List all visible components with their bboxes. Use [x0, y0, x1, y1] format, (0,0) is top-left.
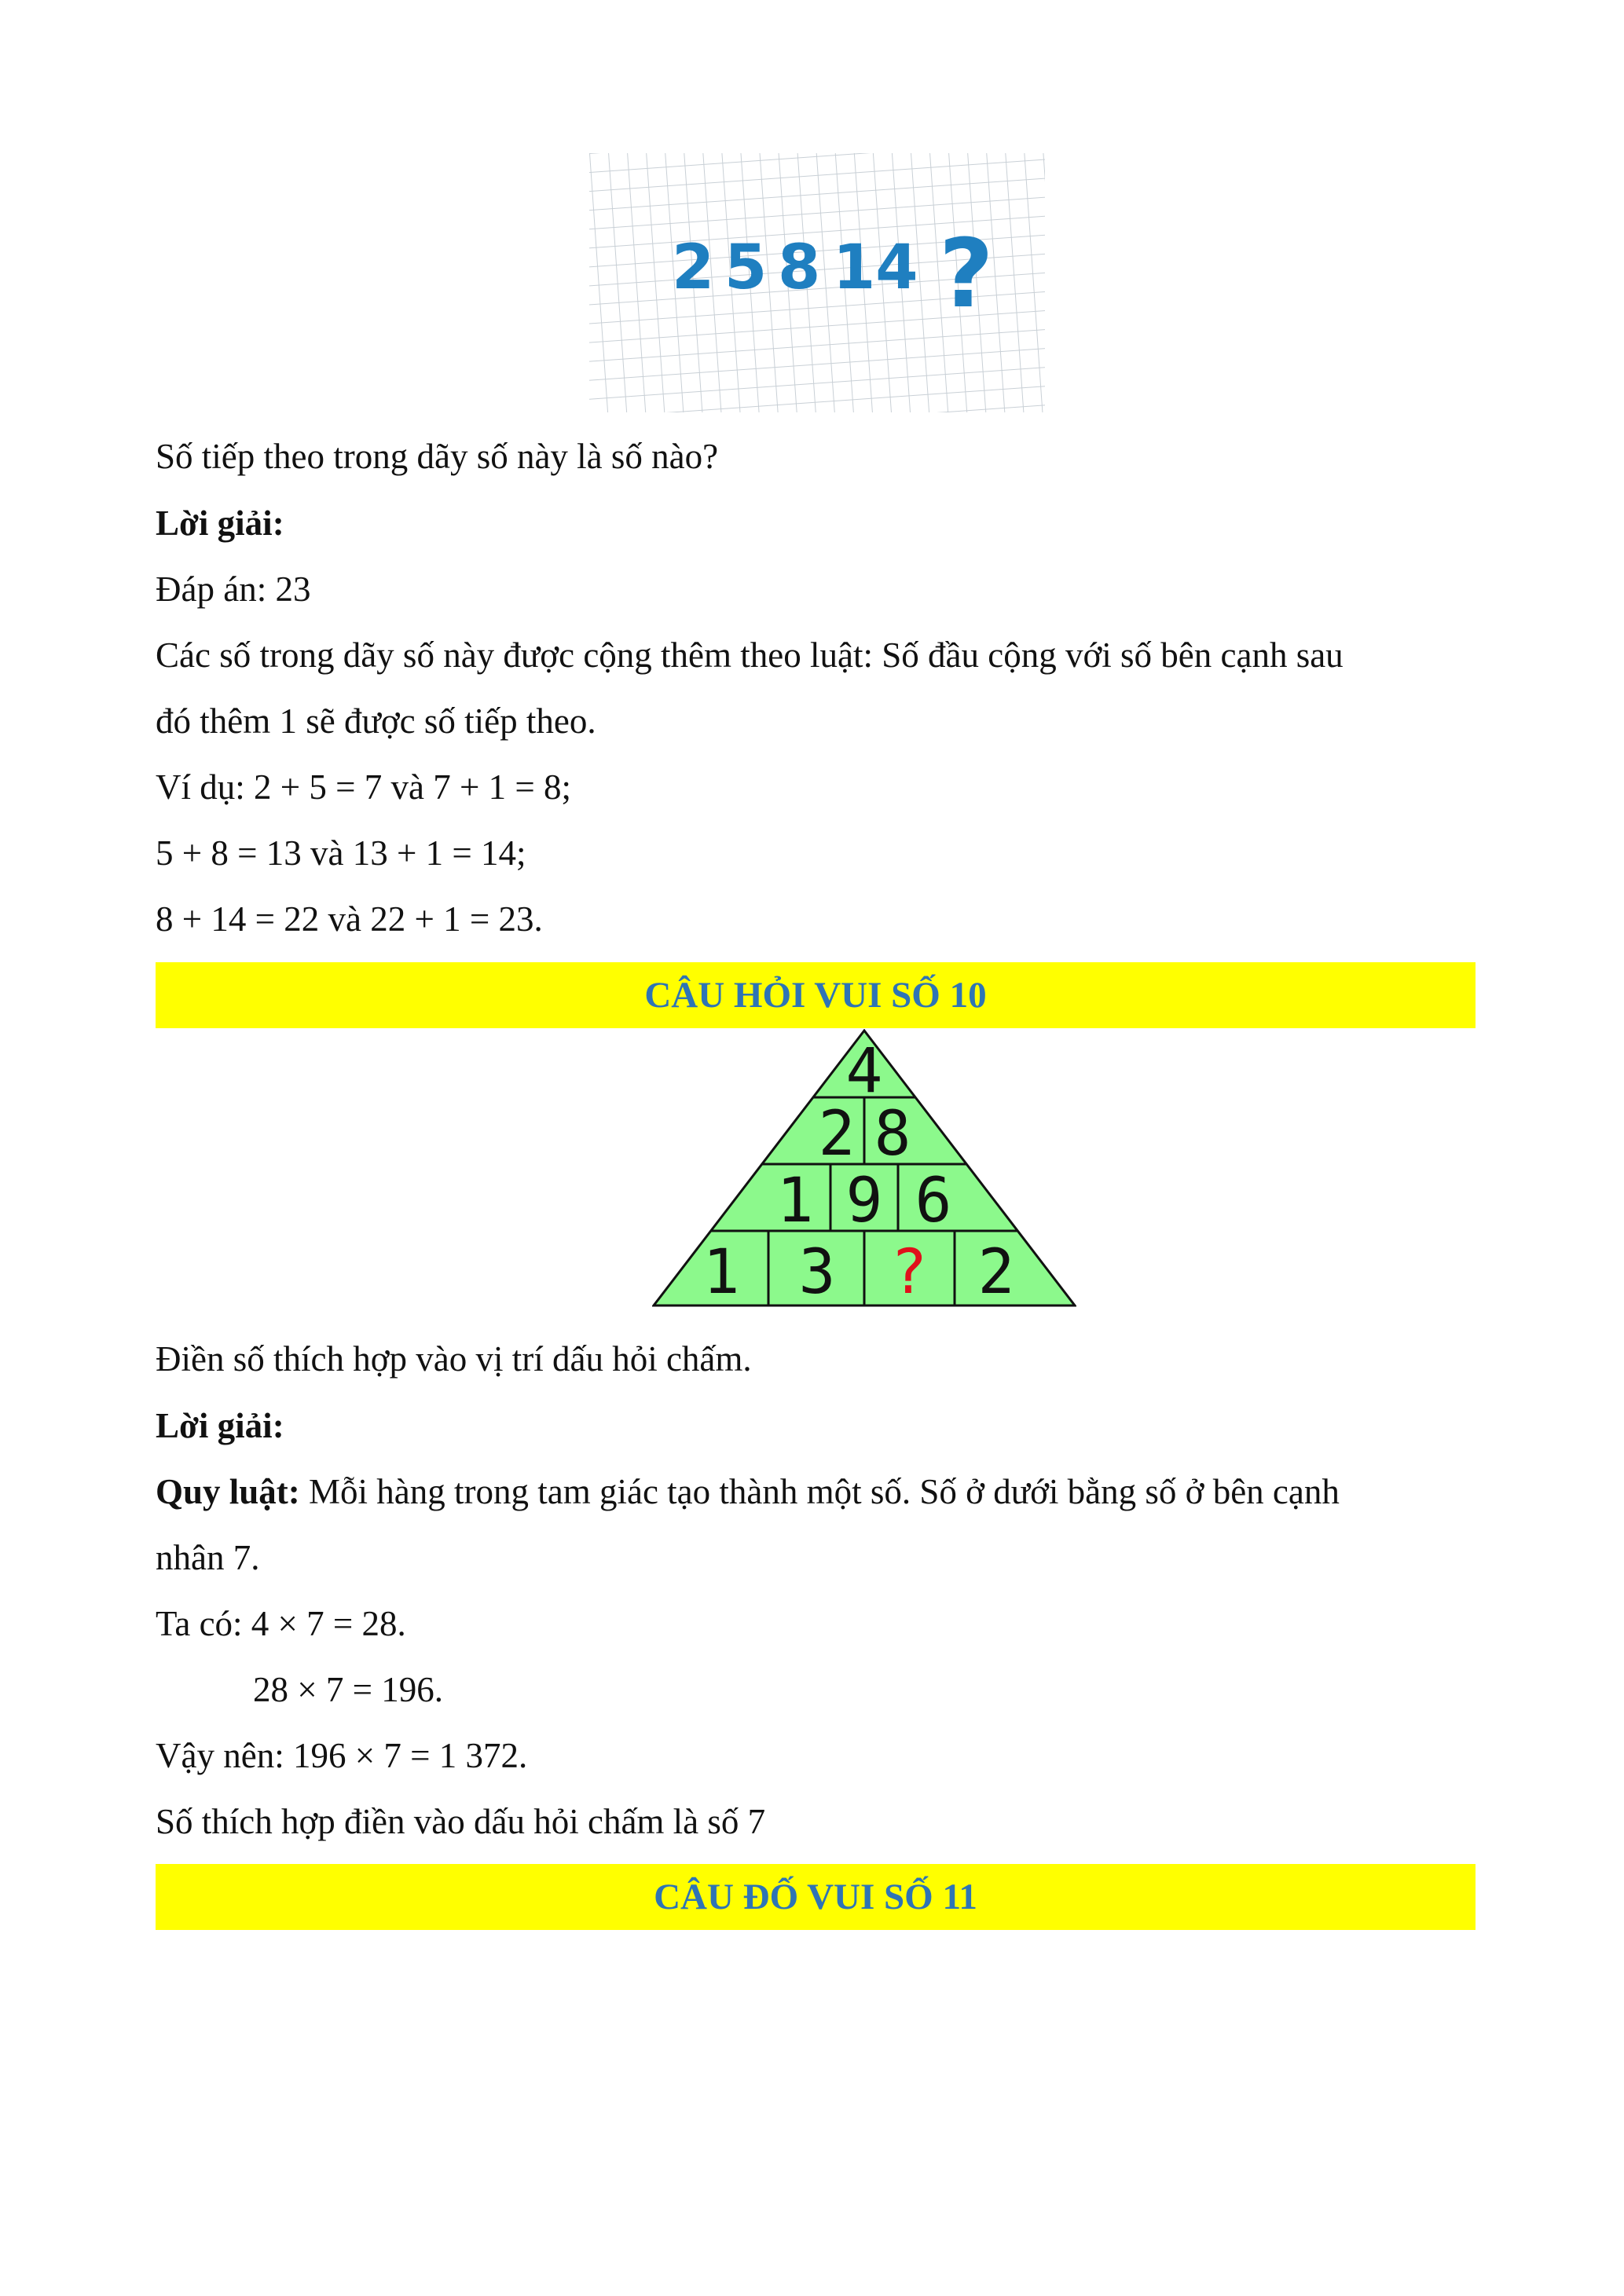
triangle-cell: 2	[977, 1237, 1015, 1308]
triangle-cell: 9	[845, 1166, 883, 1236]
puzzle9-example-3: 8 + 14 = 22 và 22 + 1 = 23.	[156, 899, 543, 939]
puzzle10-conclusion: Số thích hợp điền vào dấu hỏi chấm là số 7	[156, 1802, 766, 1841]
puzzle9-example-1: Ví dụ: 2 + 5 = 7 và 7 + 1 = 8;	[156, 767, 571, 807]
triangle-missing-cell: ?	[890, 1237, 928, 1308]
number-triangle-image	[652, 1029, 1076, 1308]
puzzle10-rule-line1	[156, 1470, 1340, 1514]
triangle-cell: 4	[845, 1036, 883, 1107]
puzzle9-example-2: 5 + 8 = 13 và 13 + 1 = 14;	[156, 833, 526, 873]
puzzle10-rule-line2: nhân 7.	[156, 1538, 260, 1577]
sequence-puzzle-image	[589, 153, 1045, 412]
puzzle9-answer: Đáp án: 23	[156, 569, 311, 609]
triangle-cell: 3	[798, 1237, 836, 1308]
puzzle10-solution-label: Lời giải:	[156, 1406, 284, 1445]
puzzle10-calc-2: 28 × 7 = 196.	[253, 1670, 444, 1709]
puzzle10-calc-1: Ta có: 4 × 7 = 28.	[156, 1604, 406, 1643]
triangle-cell: 1	[776, 1166, 814, 1236]
puzzle10-heading: CÂU HỎI VUI SỐ 10	[156, 962, 1476, 1028]
triangle-cell: 8	[874, 1099, 911, 1170]
puzzle10-question: Điền số thích hợp vào vị trí dấu hỏi chấm.	[156, 1339, 752, 1379]
triangle-cell: 1	[702, 1237, 740, 1308]
triangle-cell: 2	[818, 1099, 856, 1170]
puzzle9-question: Số tiếp theo trong dãy số này là số nào?	[156, 437, 719, 476]
puzzle10-calc-3: Vậy nên: 196 × 7 = 1 372.	[156, 1736, 528, 1775]
rule-label: Quy luật:	[156, 1472, 300, 1511]
rule-text: Mỗi hàng trong tam giác tạo thành một số. Số ở dưới bằng số ở bên cạnh	[299, 1472, 1340, 1511]
sequence-number: 8	[778, 233, 821, 303]
sequence-number: 14	[833, 233, 918, 303]
puzzle11-heading: CÂU ĐỐ VUI SỐ 11	[156, 1864, 1476, 1930]
puzzle9-solution-label: Lời giải:	[156, 504, 284, 543]
sequence-number: 5	[724, 233, 768, 303]
sequence-question-mark: ?	[939, 220, 994, 329]
puzzle9-explanation-line1: Các số trong dãy số này được cộng thêm theo luật: Số đầu cộng với số bên cạnh sau	[156, 635, 1344, 675]
triangle-cell: 6	[915, 1166, 952, 1236]
puzzle9-explanation-line2: đó thêm 1 sẽ được số tiếp theo.	[156, 701, 596, 741]
sequence-number: 2	[672, 233, 715, 303]
